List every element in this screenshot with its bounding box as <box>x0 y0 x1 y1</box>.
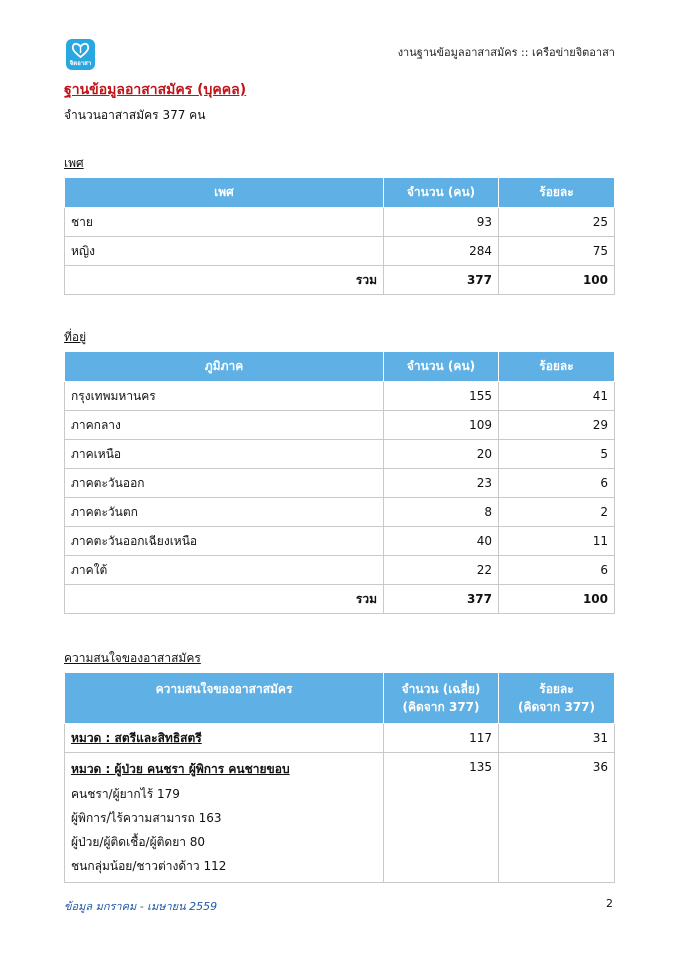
row-percent: 6 <box>499 469 615 498</box>
row-label: ชาย <box>65 208 384 237</box>
table-header-row <box>65 352 615 382</box>
row-percent: 36 <box>499 753 615 883</box>
total-label: รวม <box>65 266 384 295</box>
row-percent: 31 <box>499 724 615 753</box>
column-header: เพศ <box>65 178 384 208</box>
row-percent: 41 <box>499 382 615 411</box>
table-header-row <box>65 673 615 724</box>
row-label: ภาคใต้ <box>65 556 384 585</box>
table-row <box>65 237 615 266</box>
row-percent: 6 <box>499 556 615 585</box>
row-count: 93 <box>384 208 499 237</box>
table-row <box>65 440 615 469</box>
total-percent: 100 <box>499 266 615 295</box>
row-count: 40 <box>384 527 499 556</box>
row-label: กรุงเทพมหานคร <box>65 382 384 411</box>
column-header: ร้อยละ <box>499 352 615 382</box>
row-percent: 5 <box>499 440 615 469</box>
footer-date-range: ข้อมูล มกราคม - เมษายน 2559 <box>64 900 218 913</box>
row-label: ภาคเหนือ <box>65 440 384 469</box>
table-row <box>65 527 615 556</box>
subcategory-list <box>71 786 377 875</box>
logo-text: จิตอาสา <box>69 60 92 67</box>
category-label: หมวด : สตรีและสิทธิสตรี <box>71 730 202 745</box>
subcategory-item: ผู้ป่วย/ผู้ติดเชื้อ/ผู้ติดยา 80 <box>71 835 206 849</box>
interest-table <box>64 672 615 883</box>
row-count: 23 <box>384 469 499 498</box>
total-row <box>65 266 615 295</box>
column-header: ร้อยละ <box>499 178 615 208</box>
header-title: งานฐานข้อมูลอาสาสมัคร :: เครือข่ายจิตอาสา <box>397 46 615 59</box>
interest-heading: ความสนใจของอาสาสมัคร <box>64 651 201 665</box>
row-percent: 25 <box>499 208 615 237</box>
table-row <box>65 556 615 585</box>
total-percent: 100 <box>499 585 615 614</box>
row-label: ภาคตะวันออกเฉียงเหนือ <box>65 527 384 556</box>
row-count: 22 <box>384 556 499 585</box>
column-header-line1: ร้อยละ <box>539 682 574 696</box>
row-label: หญิง <box>65 237 384 266</box>
page-title: ฐานข้อมูลอาสาสมัคร (บุคคล) <box>64 82 247 98</box>
subcategory-item: คนชรา/ผู้ยากไร้ 179 <box>71 787 180 801</box>
column-header: จำนวน (คน) <box>384 178 499 208</box>
row-count: 109 <box>384 411 499 440</box>
table-row <box>65 208 615 237</box>
row-count: 8 <box>384 498 499 527</box>
column-header: ภูมิภาค <box>65 352 384 382</box>
column-header <box>65 673 384 724</box>
page-number: 2 <box>606 897 613 910</box>
column-header <box>499 673 615 724</box>
table-row <box>65 411 615 440</box>
table-row <box>65 498 615 527</box>
table-row <box>65 753 615 883</box>
row-count: 155 <box>384 382 499 411</box>
gender-heading: เพศ <box>64 156 84 170</box>
heart-hands-icon <box>71 42 90 59</box>
volunteer-count: จำนวนอาสาสมัคร 377 คน <box>64 108 206 122</box>
row-label: ภาคตะวันตก <box>65 498 384 527</box>
column-header-line1: จำนวน (เฉลี่ย) <box>401 682 481 696</box>
row-count: 284 <box>384 237 499 266</box>
column-header-line2: (คิดจาก 377) <box>402 700 480 714</box>
subcategory-item: ผู้พิการ/ไร้ความสามารถ 163 <box>71 811 222 825</box>
total-label: รวม <box>65 585 384 614</box>
row-percent: 11 <box>499 527 615 556</box>
table-row <box>65 724 615 753</box>
row-percent: 75 <box>499 237 615 266</box>
row-count: 20 <box>384 440 499 469</box>
table-row <box>65 382 615 411</box>
location-heading: ที่อยู่ <box>64 330 87 344</box>
row-count: 117 <box>384 724 499 753</box>
row-count: 135 <box>384 753 499 883</box>
table-row <box>65 469 615 498</box>
row-percent: 29 <box>499 411 615 440</box>
column-header-line2: (คิดจาก 377) <box>517 700 596 714</box>
category-cell <box>65 753 384 883</box>
row-percent: 2 <box>499 498 615 527</box>
row-label: ภาคตะวันออก <box>65 469 384 498</box>
location-table <box>64 351 615 614</box>
total-row <box>65 585 615 614</box>
column-header: จำนวน (คน) <box>384 352 499 382</box>
total-count: 377 <box>384 585 499 614</box>
column-header <box>384 673 499 724</box>
category-label: หมวด : ผู้ป่วย คนชรา ผู้พิการ คนชายขอบ <box>71 762 290 776</box>
row-label: ภาคกลาง <box>65 411 384 440</box>
total-count: 377 <box>384 266 499 295</box>
gender-table <box>64 177 615 295</box>
subcategory-item: ชนกลุ่มน้อย/ชาวต่างด้าว 112 <box>71 859 227 873</box>
table-header-row <box>65 178 615 208</box>
category-cell <box>65 724 384 753</box>
column-header-label: ความสนใจของอาสาสมัคร <box>155 682 293 696</box>
logo <box>66 39 95 70</box>
